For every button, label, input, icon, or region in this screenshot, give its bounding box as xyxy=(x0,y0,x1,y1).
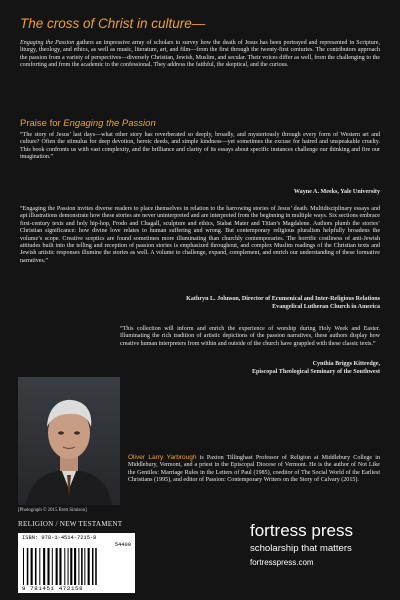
barcode-bar xyxy=(27,548,29,585)
praise-prefix: Praise for xyxy=(20,118,64,129)
review-quote: “The story of Jesus’ last days—what other story has reverberated so deeply, broadly, and mysteriously through every form of Western art and culture? Often the stimulus for deep devotion, heroic deeds, and simple kindness—yet sometimes the excuse for hatred and unspeakable cruelty. This book confronts us with vast complexity, and the brilliance and clarity of its essays about specific instances challenge our thinking and fire our imagination.” xyxy=(20,132,380,161)
barcode-bar xyxy=(92,548,94,585)
attribution-line: Wayne A. Meeks, Yale University xyxy=(293,189,380,195)
intro-book-title: Engaging the Passion xyxy=(20,40,75,46)
barcode-bar xyxy=(74,548,76,585)
barcode-bar xyxy=(47,548,49,585)
barcode-bar xyxy=(59,548,61,585)
publisher-name: fortress press xyxy=(250,521,353,540)
praise-heading xyxy=(20,118,156,129)
barcode-bar xyxy=(39,548,40,585)
barcode-bars-icon xyxy=(22,548,131,585)
praise-title: Engaging the Passion xyxy=(63,118,156,129)
author-bio-text: is Paxton Tillinghast Professor of Religion at Middlebury College in Middlebury, Vermont, and a priest in the Episcopal Diocese of Vermont. He is the author of Not Like the Gentiles: Marriage Rules in the Letters of Paul (1985), coeditor of The Social World of the Earliest Christians (1995), and editor of Passion: Contemporary Writers on the Story of Calvary (2015). xyxy=(128,455,380,484)
attribution-line: Episcopal Theological Seminary of the Southwest xyxy=(251,368,380,375)
barcode-bar xyxy=(23,548,24,585)
attribution-line: Kathryn L. Johnson, Director of Ecumenical and Inter-Religious Relations xyxy=(186,296,380,302)
barcode-bar xyxy=(95,548,97,585)
author-photo xyxy=(18,377,120,505)
review-quote: “Engaging the Passion invites diverse readers to place themselves in relation to the harrowing stories of Jesus’ death. Multidisciplinary essays and apt illustrations demonstrate how these stories are never uninterpreted and are interpreted from the beginning in multiple ways. Six sections embrace first-century texts and holy hip-hop, Frodo and Chagall, sculpture and ethics, Stabat Mater and Titian’s Magdalene. Authors plumb the stories’ Christian significance: how divine love relates to human suffering and wrong. But contemporary religious pluralism helpfully broadens the volume’s scope. Creative sceptics are found sometimes more illuminating than churchly contemporaries. The horrific costliness of anti-Jewish attitudes built into the telling and reception of passion stories is emphasized throughout, and complex Muslim readings of the Christian texts and Jewish artistic responses illumine the stories as well. A volume to challenge, expand, complement, and enrich our understanding of these formative narratives.” xyxy=(20,206,380,264)
attribution-line: Cynthia Briggs Kittredge, xyxy=(312,361,380,367)
barcode-bar xyxy=(35,548,37,585)
barcode-bar xyxy=(78,548,79,585)
barcode-bar xyxy=(56,548,58,585)
barcode-digits: 9 781451 472158 xyxy=(22,585,84,592)
review-attribution xyxy=(20,296,380,311)
review-quote: “This collection will inform and enrich the experience of worship during Holy Week and Easter. Illuminating the rich tradition of artistic depictions of the passion narratives, these authors display how creative human interpreters from within and outside of the church have grappled with these classic texts.” xyxy=(120,326,380,347)
review-attribution xyxy=(20,189,380,197)
photo-credit: [Photograph © 2015 Brett Simison] xyxy=(18,508,87,513)
headline: The cross of Christ in culture— xyxy=(20,16,206,31)
review-attribution xyxy=(120,361,380,376)
barcode-bar xyxy=(84,548,85,585)
barcode-bar xyxy=(64,548,65,585)
barcode-bar xyxy=(31,548,33,585)
attribution-line: Evangelical Lutheran Church in America xyxy=(272,303,380,310)
isbn-barcode xyxy=(18,533,135,593)
barcode-bar xyxy=(52,548,53,585)
publisher-tagline: scholarship that matters xyxy=(250,543,352,554)
barcode-bar xyxy=(88,548,90,585)
author-name: Oliver Larry Yarbrough xyxy=(128,454,197,461)
intro-text: gathers an impressive array of scholars to survey how the death of Jesus has been portrayed and represented in Scripture, liturgy, theology, and ethics, as well as music, literature, art, and film—from the first through the twenty-first centuries. The contributors approach the passion from a variety of perspectives—diversely Christian, Jewish, Muslim, and secular. Their voices differ as well, from the challenging to the comforting and from the academic to the confessional. They address the faithful, the skeptical, and the curious. xyxy=(20,40,380,69)
publisher-website[interactable]: fortresspress.com xyxy=(250,558,314,567)
barcode-bar xyxy=(68,548,69,585)
isbn-label: ISBN: 978-1-4514-7215-8 xyxy=(22,535,97,541)
barcode-bar xyxy=(43,548,45,585)
author-portrait-icon xyxy=(18,377,120,505)
barcode-bar xyxy=(81,548,83,585)
intro-paragraph xyxy=(20,40,380,70)
publisher-block xyxy=(250,521,380,568)
author-bio xyxy=(128,454,380,485)
barcode-bar xyxy=(70,548,72,585)
category-label: RELIGION / NEW TESTAMENT xyxy=(18,520,123,528)
price-code: 54400 xyxy=(114,542,131,548)
